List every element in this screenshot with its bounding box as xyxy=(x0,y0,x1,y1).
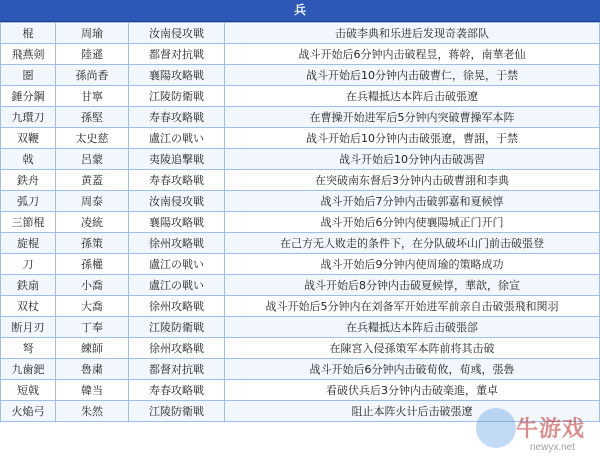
officer-cell: 陸遜 xyxy=(56,44,129,65)
officer-cell: 大喬 xyxy=(56,296,129,317)
table-row xyxy=(1,233,600,254)
condition-cell: 战斗开始后6分钟内击破荀攸，荀彧，張魯 xyxy=(225,359,600,380)
stage-cell: 寿春攻略戦 xyxy=(129,380,225,401)
stage-cell: 寿春攻略戦 xyxy=(129,170,225,191)
officer-cell: 孫策 xyxy=(56,233,129,254)
stage-cell: 都督对抗戦 xyxy=(129,44,225,65)
officer-cell: 凌統 xyxy=(56,212,129,233)
condition-cell: 阻止本阵火计后击破張遼 xyxy=(225,401,600,422)
table-row xyxy=(1,44,600,65)
stage-cell: 汝南侵攻戦 xyxy=(129,23,225,44)
watermark-url: newyx.net xyxy=(530,442,576,453)
table-row xyxy=(1,23,600,44)
weapon-cell: 飛燕剣 xyxy=(1,44,56,65)
officer-cell: 練師 xyxy=(56,338,129,359)
stage-cell: 徐州攻略戦 xyxy=(129,233,225,254)
table-row xyxy=(1,107,600,128)
officer-cell: 周瑜 xyxy=(56,23,129,44)
weapon-cell: 短戟 xyxy=(1,380,56,401)
weapon-cell: 断月刃 xyxy=(1,317,56,338)
stage-cell: 盧江の戦い xyxy=(129,275,225,296)
weapon-cell: 九歯鈀 xyxy=(1,359,56,380)
stage-cell: 盧江の戦い xyxy=(129,254,225,275)
condition-cell: 战斗开始后9分钟内使周瑜的策略成功 xyxy=(225,254,600,275)
officer-cell: 太史慈 xyxy=(56,128,129,149)
weapon-cell: 戟 xyxy=(1,149,56,170)
officer-cell: 呂蒙 xyxy=(56,149,129,170)
officer-cell: 孫權 xyxy=(56,254,129,275)
weapon-cell: 鉄舟 xyxy=(1,170,56,191)
condition-cell: 战斗开始后6分钟内击破程昱，蒋幹，南華老仙 xyxy=(225,44,600,65)
stage-cell: 襄陽攻略戦 xyxy=(129,212,225,233)
condition-cell: 在曹操开始进军后5分钟内突破曹操军本阵 xyxy=(225,107,600,128)
weapon-cell: 火焔弓 xyxy=(1,401,56,422)
table-title: 兵 xyxy=(0,0,600,22)
stage-cell: 江陵防衛戦 xyxy=(129,401,225,422)
condition-cell: 战斗开始后10分钟内击破曹仁，徐晃，于禁 xyxy=(225,65,600,86)
table-row xyxy=(1,380,600,401)
officer-cell: 丁奉 xyxy=(56,317,129,338)
weapon-cell: 弧刀 xyxy=(1,191,56,212)
weapon-cell: 棍 xyxy=(1,23,56,44)
condition-cell: 击破李典和乐进后发现奇袭部队 xyxy=(225,23,600,44)
stage-cell: 夷陵追撃戦 xyxy=(129,149,225,170)
condition-cell: 战斗开始后7分钟内击破郭嘉和夏候惇 xyxy=(225,191,600,212)
table-row xyxy=(1,359,600,380)
table-row xyxy=(1,170,600,191)
stage-cell: 寿春攻略戦 xyxy=(129,107,225,128)
condition-cell: 在兵糧抵达本阵后击破張遼 xyxy=(225,86,600,107)
officer-cell: 小喬 xyxy=(56,275,129,296)
table-row xyxy=(1,149,600,170)
stage-cell: 汝南侵攻戦 xyxy=(129,191,225,212)
officer-cell: 周泰 xyxy=(56,191,129,212)
table-row xyxy=(1,317,600,338)
weapon-cell: 双鞭 xyxy=(1,128,56,149)
table-row xyxy=(1,212,600,233)
weapon-cell: 旋棍 xyxy=(1,233,56,254)
stage-cell: 盧江の戦い xyxy=(129,128,225,149)
stage-cell: 江陵防衛戦 xyxy=(129,86,225,107)
weapon-cell: 双杖 xyxy=(1,296,56,317)
weapon-cell: 九環刀 xyxy=(1,107,56,128)
condition-cell: 战斗开始后5分钟内在刘备军开始进军前亲自击破張飛和関羽 xyxy=(225,296,600,317)
table-row xyxy=(1,65,600,86)
table-row xyxy=(1,338,600,359)
weapon-cell: 三節棍 xyxy=(1,212,56,233)
stage-cell: 江陵防衛戦 xyxy=(129,317,225,338)
condition-cell: 战斗开始后10分钟内击破張遼，曹詡，于禁 xyxy=(225,128,600,149)
officer-cell: 魯粛 xyxy=(56,359,129,380)
officer-cell: 韓当 xyxy=(56,380,129,401)
condition-cell: 战斗开始后8分钟内击破夏候惇，華歆，徐宣 xyxy=(225,275,600,296)
officer-cell: 孫尚香 xyxy=(56,65,129,86)
weapon-table xyxy=(0,22,600,422)
condition-cell: 战斗开始后6分钟内使襄陽城正门开门 xyxy=(225,212,600,233)
watermark-text: 牛游戏 xyxy=(516,417,586,442)
officer-cell: 朱然 xyxy=(56,401,129,422)
weapon-cell: 刀 xyxy=(1,254,56,275)
officer-cell: 黄蓋 xyxy=(56,170,129,191)
stage-cell: 徐州攻略戦 xyxy=(129,296,225,317)
condition-cell: 在兵糧抵达本阵后击破張郃 xyxy=(225,317,600,338)
weapon-cell: 錘分鋼 xyxy=(1,86,56,107)
weapon-cell: 鉄扇 xyxy=(1,275,56,296)
table-row xyxy=(1,191,600,212)
table-row xyxy=(1,86,600,107)
weapon-cell: 弩 xyxy=(1,338,56,359)
officer-cell: 孫堅 xyxy=(56,107,129,128)
table-row xyxy=(1,296,600,317)
weapon-cell: 圏 xyxy=(1,65,56,86)
stage-cell: 都督对抗戦 xyxy=(129,359,225,380)
table-row xyxy=(1,401,600,422)
stage-cell: 徐州攻略戦 xyxy=(129,338,225,359)
officer-cell: 甘寧 xyxy=(56,86,129,107)
stage-cell: 襄陽攻略戦 xyxy=(129,65,225,86)
table-row xyxy=(1,128,600,149)
table-row xyxy=(1,254,600,275)
table-row xyxy=(1,275,600,296)
condition-cell: 在己方无人败走的条件下，在分队破坏山门前击破張登 xyxy=(225,233,600,254)
condition-cell: 战斗开始后10分钟内击破馮習 xyxy=(225,149,600,170)
condition-cell: 看破伏兵后3分钟内击破楽進，董卓 xyxy=(225,380,600,401)
condition-cell: 在突破南东督后3分钟内击破曹詡和李典 xyxy=(225,170,600,191)
condition-cell: 在陳宮入侵孫策军本阵前将其击破 xyxy=(225,338,600,359)
